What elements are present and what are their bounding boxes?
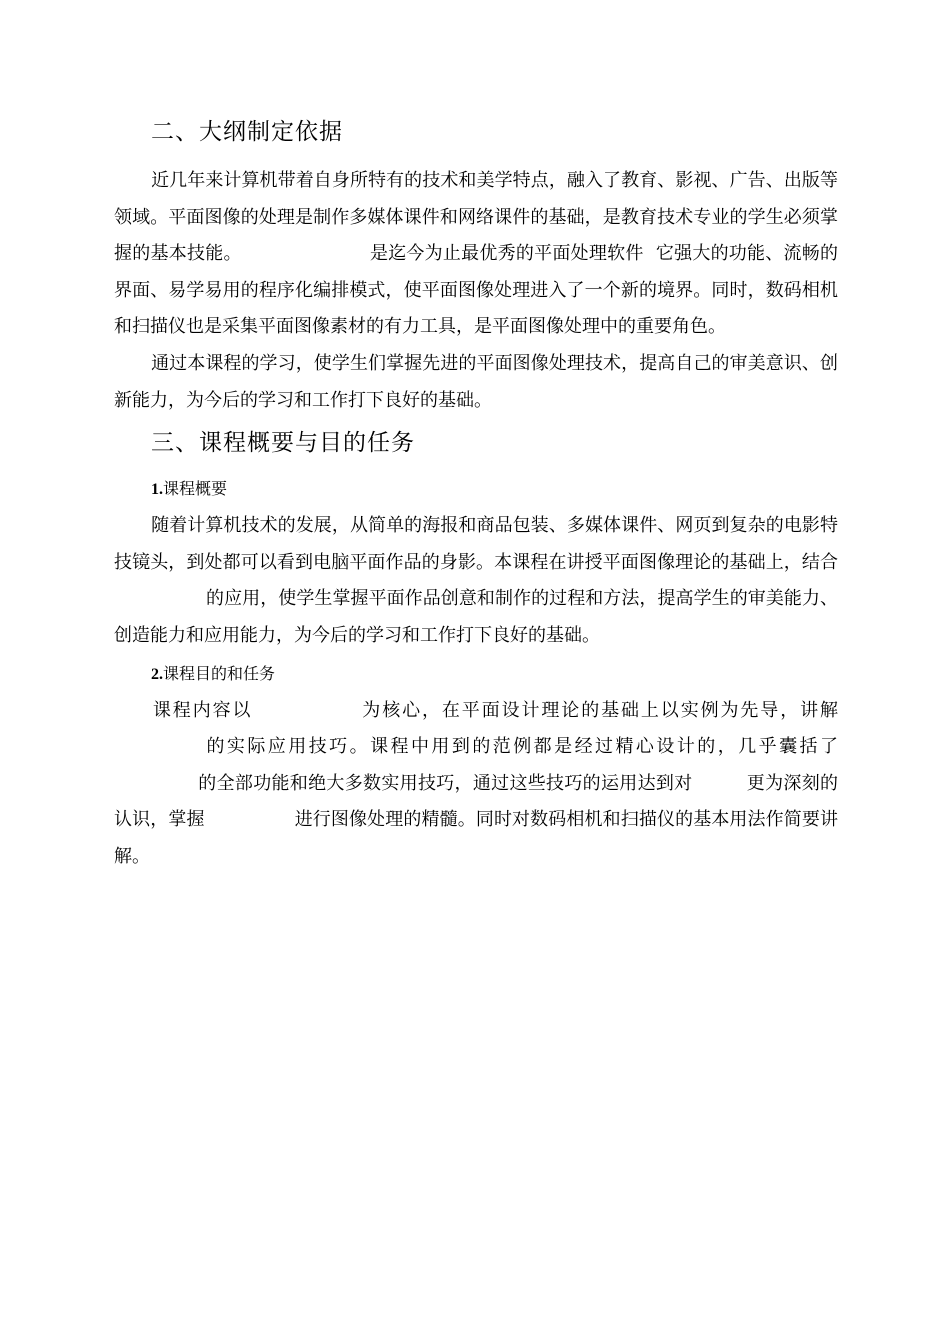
section-heading-outline-basis: 二、大纲制定依据: [151, 119, 343, 145]
goals-text-f: 进行图像处理的精髓。同时对数码相机和扫描仪的基本用法作简要讲解。: [114, 809, 839, 867]
basis-text-c: 它强大的功能、流畅的界面、易学易用的程序化编排模式，使平面图像处理进入了一个新的境界。同时，数码相机和扫描仪也是采集平面图像素材的有力工具，是平面图像处理中的重要角色。: [114, 243, 839, 338]
subheading-number: 1.: [151, 481, 163, 499]
goals-text-b: 为核心，在平面设计理论的基础上以实例为先导，讲解: [360, 699, 839, 721]
subheading-title: 课程概要: [163, 479, 228, 499]
goals-text-c: 的实际应用技巧。课程中用到的范例都是经过精心设计的，几乎囊括了: [204, 736, 838, 758]
basis-text-2: 通过本课程的学习，使学生们掌握先进的平面图像处理技术，提高自己的审美意识、创新能力，为今后的学习和工作打下良好的基础。: [114, 352, 838, 411]
goals-text-d: 的全部功能和绝大多数实用技巧，通过这些技巧的运用达到对: [198, 772, 693, 794]
subheading-title: 课程目的和任务: [163, 663, 276, 683]
paragraph-course-goals: [114, 693, 838, 876]
basis-text-b: 是迄今为止最优秀的平面处理软件: [369, 243, 644, 265]
summary-text-a: 随着计算机技术的发展，从简单的海报和商品包装、多媒体课件、网页到复杂的电影特技镜头，到处都可以看到电脑平面作品的身影。本课程在讲授平面图像理论的基础上，结合: [114, 515, 838, 573]
paragraph-course-summary: [114, 508, 838, 654]
subheading-course-goals: [114, 655, 838, 693]
summary-text-b: 的应用，使学生掌握平面作品创意和制作的过程和方法，提高学生的审美能力、创造能力和应用能力，为今后的学习和工作打下良好的基础。: [114, 588, 838, 646]
basis-text-a: 近几年来计算机带着自身所特有的技术和美学特点，融入了教育、影视、广告、出版等领域。平面图像的处理是制作多媒体课件和网络课件的基础，是教育技术专业的学生必须掌握的基本技能。: [114, 170, 838, 265]
paragraph-basis-2: [114, 346, 838, 419]
subheading-course-summary: [114, 470, 838, 508]
goals-text-e: 更为深刻的认识，掌握: [114, 772, 838, 831]
paragraph-basis-1: [114, 163, 838, 346]
subheading-number: 2.: [151, 665, 163, 683]
page-content: [114, 112, 838, 876]
goals-text-a: 课程内容以: [151, 699, 253, 721]
section-heading-course-overview: 三、课程概要与目的任务: [151, 430, 415, 457]
